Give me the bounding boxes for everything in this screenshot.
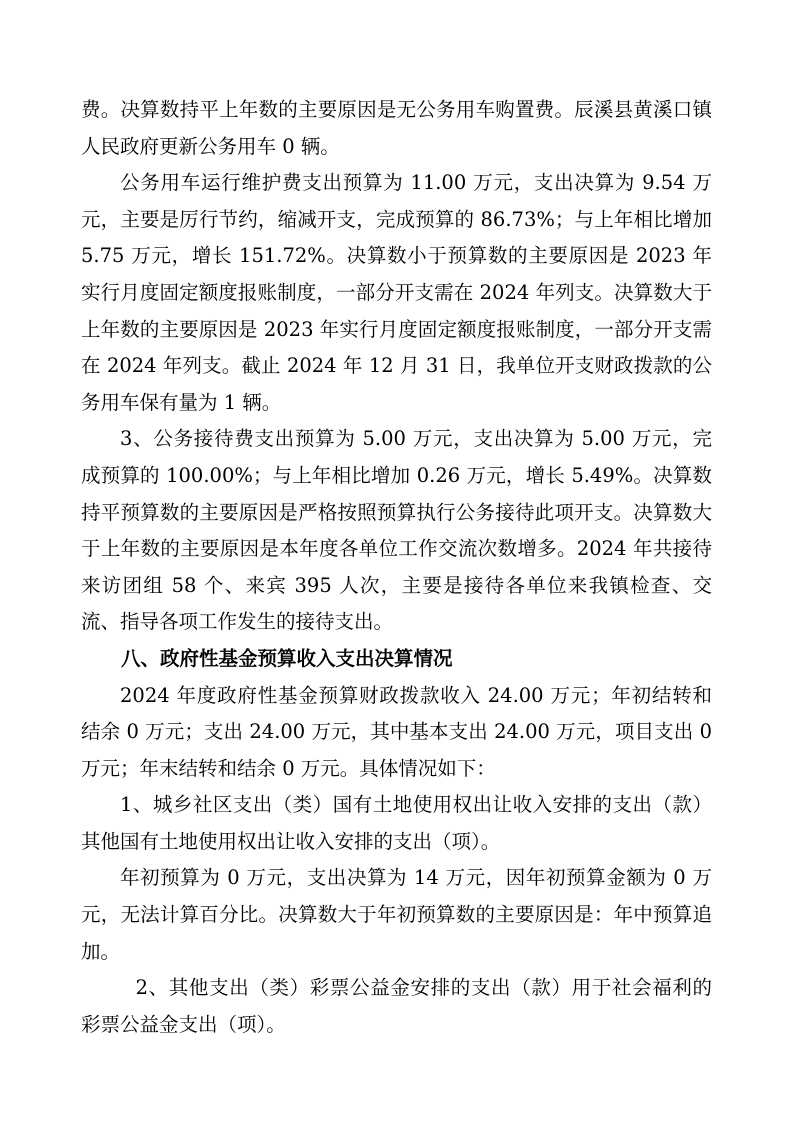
paragraph-continued-from-previous-page: 费。决算数持平上年数的主要原因是无公务用车购置费。辰溪县黄溪口镇人民政府更新公务用车 0 辆。 bbox=[81, 98, 712, 158]
paragraph-fund-item-2-title: 2、其他支出（类）彩票公益金安排的支出（款）用于社会福利的彩票公益金支出（项）。 bbox=[81, 976, 712, 1036]
paragraph-fund-item-1-title: 1、城乡社区支出（类）国有土地使用权出让收入安排的支出（款）其他国有土地使用权出让收入安排的支出（项）。 bbox=[81, 793, 712, 853]
paragraph-fund-item-1-detail: 年初预算为 0 万元，支出决算为 14 万元，因年初预算金额为 0 万元，无法计算百分比。决算数大于年初预算数的主要原因是：年中预算追加。 bbox=[81, 866, 712, 963]
paragraph-fund-budget-overview: 2024 年度政府性基金预算财政拨款收入 24.00 万元；年初结转和结余 0 万元；支出 24.00 万元，其中基本支出 24.00 万元，项目支出 0 万元；年末结转和结余 0 万元。具体情况如下： bbox=[81, 683, 712, 780]
paragraph-official-reception-expense: 3、公务接待费支出预算为 5.00 万元，支出决算为 5.00 万元，完成预算的 100.00%；与上年相比增加 0.26 万元，增长 5.49%。决算数持平预算数的主要原因是严格按照预算执行公务接待此项开支。决算数大于上年数的主要原因是本年度各单位工作交流次数增多。2024 年共接待来访团组 58 个、来宾 395 人次，主要是接待各单位来我镇检查、交流、指导各项工作发生的接待支出。 bbox=[81, 427, 712, 634]
section-heading-government-fund-budget: 八、政府性基金预算收入支出决算情况 bbox=[120, 646, 453, 670]
paragraph-vehicle-maintenance-expense: 公务用车运行维护费支出预算为 11.00 万元，支出决算为 9.54 万元，主要是厉行节约，缩减开支，完成预算的 86.73%；与上年相比增加 5.75 万元，增长 151.72%。决算数小于预算数的主要原因是 2023 年实行月度固定额度报账制度，一部分开支需在 2024 年列支。决算数大于上年数的主要原因是 2023 年实行月度固定额度报账制度，一部分开支需在 2024 年列支。截止 2024 年 12 月 31 日，我单位开支财政拨款的公务用车保有量为 1 辆。 bbox=[81, 171, 712, 414]
